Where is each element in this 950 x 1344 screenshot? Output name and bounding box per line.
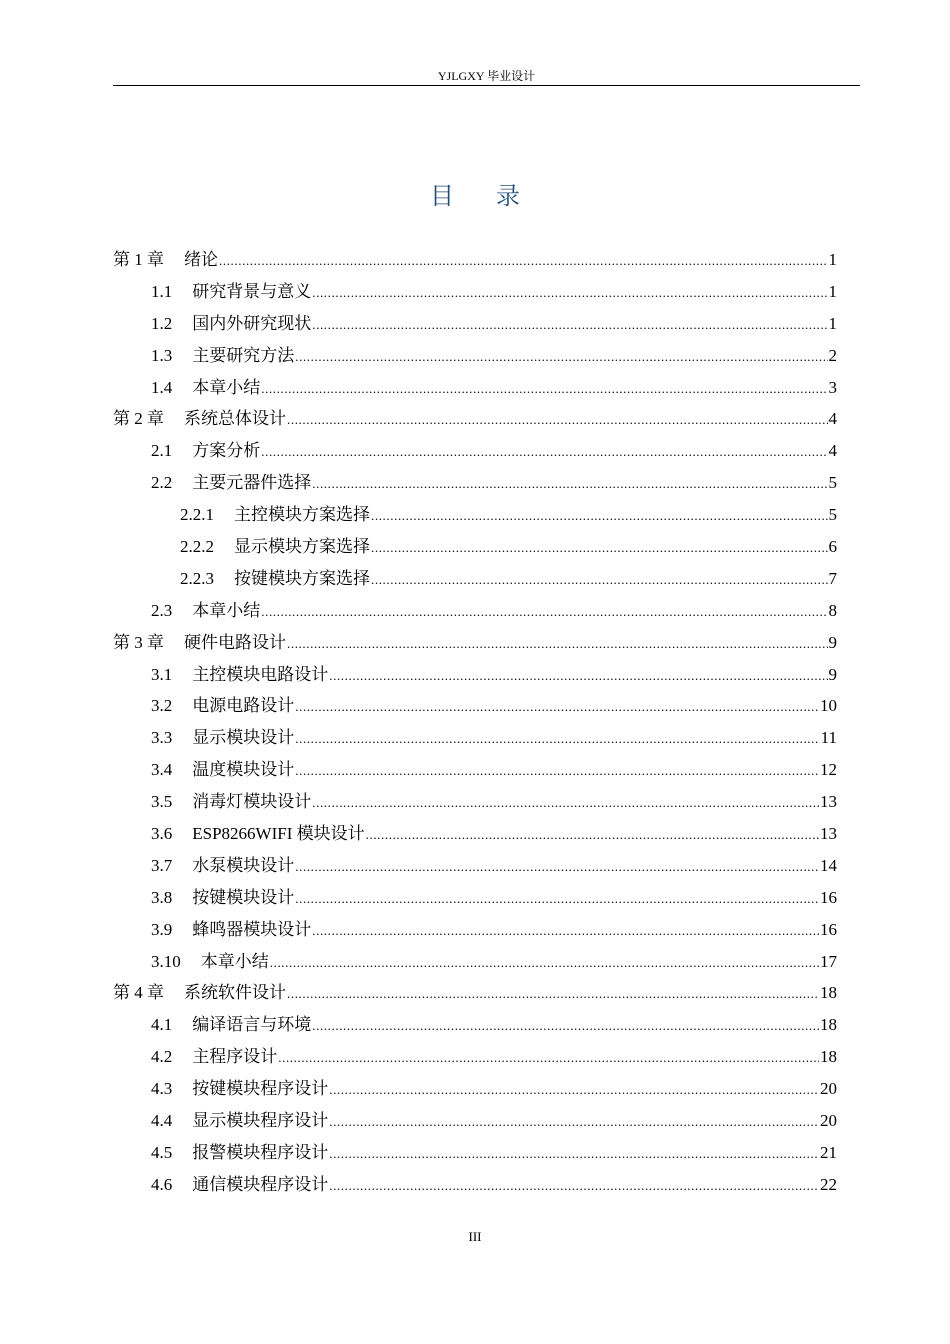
toc-entry-number: 3.3 <box>151 728 173 748</box>
toc-entry[interactable] <box>113 531 837 563</box>
toc-entry-page: 1 <box>828 313 837 333</box>
toc-entry[interactable] <box>113 1169 837 1201</box>
toc-entry-number: 3.2 <box>151 696 173 716</box>
toc-entry[interactable] <box>113 595 837 627</box>
page-header <box>113 68 860 86</box>
toc-entry[interactable] <box>113 1073 837 1105</box>
toc-entry-title: 报警模块程序设计 <box>192 1142 329 1162</box>
toc-entry-page: 16 <box>820 919 837 939</box>
toc-dot-leader <box>295 755 819 787</box>
toc-entry-title: 绪论 <box>184 250 218 269</box>
toc-entry[interactable] <box>113 467 837 499</box>
toc-entry-title: 蜂鸣器模块设计 <box>192 919 312 939</box>
toc-entry-page: 4 <box>828 409 837 429</box>
toc-entry-number: 第 2 章 <box>113 409 164 429</box>
toc-entry-number: 1.3 <box>151 345 173 365</box>
toc-entry-page: 10 <box>820 696 837 716</box>
toc-entry[interactable] <box>113 659 837 691</box>
toc-entry[interactable] <box>113 372 837 404</box>
toc-entry-title: 显示模块设计 <box>192 728 295 748</box>
toc-entry[interactable] <box>113 308 837 340</box>
toc-dot-leader <box>261 373 827 405</box>
toc-entry-page: 11 <box>820 728 837 748</box>
toc-entry[interactable] <box>113 946 837 978</box>
toc-entry-page: 20 <box>820 1111 837 1131</box>
toc-entry-number: 2.2 <box>151 473 173 493</box>
toc-entry[interactable] <box>113 754 837 786</box>
toc-entry-number: 第 4 章 <box>113 983 164 1003</box>
toc-entry-page: 3 <box>828 377 837 397</box>
toc-entry-title: 研究背景与意义 <box>192 281 312 301</box>
toc-entry[interactable] <box>113 882 837 914</box>
toc-dot-leader <box>312 915 819 947</box>
toc-dot-leader <box>295 883 819 915</box>
toc-entry-title: 水泵模块设计 <box>192 855 295 875</box>
toc-entry[interactable] <box>113 786 837 818</box>
toc-entry-page: 5 <box>828 473 837 493</box>
toc-entry-number: 2.2.2 <box>180 537 214 557</box>
toc-entry-page: 17 <box>820 951 837 971</box>
toc-entry[interactable] <box>113 499 837 531</box>
toc-entry-number: 3.7 <box>151 855 173 875</box>
toc-dot-leader <box>329 1170 819 1202</box>
toc-entry-title: 本章小结 <box>192 600 261 620</box>
toc-entry-title: 主控模块电路设计 <box>192 664 329 684</box>
toc-entry-number: 1.4 <box>151 377 173 397</box>
toc-dot-leader <box>261 436 827 468</box>
toc-entry[interactable] <box>113 403 837 435</box>
toc-entry[interactable] <box>113 690 837 722</box>
toc-entry-title: 按键模块程序设计 <box>192 1079 329 1099</box>
toc-dot-leader <box>312 468 827 500</box>
toc-entry-number: 第 1 章 <box>113 250 164 269</box>
toc-dot-leader <box>366 819 819 851</box>
toc-entry-number: 3.1 <box>151 664 173 684</box>
toc-dot-leader <box>287 628 828 660</box>
toc-dot-leader <box>329 1106 819 1138</box>
toc-list <box>113 244 837 1201</box>
toc-dot-leader <box>270 947 819 979</box>
toc-entry-page: 5 <box>828 505 837 525</box>
toc-entry-number: 2.2.3 <box>180 568 214 588</box>
toc-entry-title: 按键模块方案选择 <box>234 568 370 588</box>
toc-entry-title: 主控模块方案选择 <box>234 505 370 525</box>
page-number: III <box>468 1229 482 1244</box>
toc-entry-page: 4 <box>828 441 837 461</box>
toc-dot-leader <box>371 564 828 596</box>
toc-dot-leader <box>329 660 827 692</box>
toc-entry-title: ESP8266WIFI 模块设计 <box>192 824 365 844</box>
toc-entry-number: 4.2 <box>151 1047 173 1067</box>
toc-dot-leader <box>278 1042 819 1074</box>
toc-dot-leader <box>371 532 828 564</box>
toc-entry-page: 13 <box>820 792 837 812</box>
toc-entry-number: 3.8 <box>151 887 173 907</box>
toc-entry-page: 6 <box>828 537 837 557</box>
toc-entry-number: 第 3 章 <box>113 632 164 652</box>
toc-entry-title: 显示模块程序设计 <box>192 1111 329 1131</box>
toc-entry-number: 4.1 <box>151 1015 173 1035</box>
toc-dot-leader <box>312 277 827 309</box>
toc-entry-page: 18 <box>820 983 837 1003</box>
toc-entry-title: 系统总体设计 <box>184 409 286 429</box>
toc-entry[interactable] <box>113 977 837 1009</box>
toc-dot-leader <box>295 341 827 373</box>
toc-dot-leader <box>287 404 828 436</box>
toc-entry-number: 4.4 <box>151 1111 173 1131</box>
toc-entry-number: 3.10 <box>151 951 181 971</box>
toc-entry-page: 7 <box>828 568 837 588</box>
toc-entry-title: 按键模块设计 <box>192 887 295 907</box>
toc-entry-page: 21 <box>820 1142 837 1162</box>
toc-entry-title: 编译语言与环境 <box>192 1015 312 1035</box>
toc-entry[interactable] <box>113 722 837 754</box>
toc-entry-page: 13 <box>820 824 837 844</box>
toc-dot-leader <box>329 1138 819 1170</box>
toc-entry-number: 3.5 <box>151 792 173 812</box>
toc-entry-page: 18 <box>820 1047 837 1067</box>
toc-entry-title: 温度模块设计 <box>192 760 295 780</box>
toc-entry[interactable] <box>113 627 837 659</box>
toc-entry-page: 9 <box>828 664 837 684</box>
toc-entry-title: 系统软件设计 <box>184 983 286 1003</box>
toc-entry-title: 硬件电路设计 <box>184 632 286 652</box>
toc-dot-leader <box>287 978 819 1010</box>
toc-entry-page: 20 <box>820 1079 837 1099</box>
toc-entry-number: 3.4 <box>151 760 173 780</box>
toc-entry[interactable] <box>113 914 837 946</box>
toc-dot-leader <box>312 1010 819 1042</box>
page-footer <box>0 1229 950 1245</box>
toc-dot-leader <box>295 851 819 883</box>
toc-entry-page: 16 <box>820 887 837 907</box>
toc-dot-leader <box>312 787 819 819</box>
toc-entry[interactable] <box>113 244 837 276</box>
toc-entry-number: 2.2.1 <box>180 505 214 525</box>
toc-entry-title: 本章小结 <box>200 951 269 971</box>
toc-entry[interactable] <box>113 435 837 467</box>
toc-dot-leader <box>295 723 819 755</box>
toc-entry[interactable] <box>113 1137 837 1169</box>
toc-entry-page: 2 <box>828 345 837 365</box>
toc-entry[interactable] <box>113 1009 837 1041</box>
toc-entry-page: 12 <box>820 760 837 780</box>
toc-entry-number: 3.9 <box>151 919 173 939</box>
toc-entry[interactable] <box>113 276 837 308</box>
toc-entry[interactable] <box>113 563 837 595</box>
toc-entry-page: 1 <box>828 250 837 269</box>
toc-entry-title: 电源电路设计 <box>192 696 295 716</box>
toc-entry-number: 4.5 <box>151 1142 173 1162</box>
toc-entry[interactable] <box>113 1041 837 1073</box>
toc-entry[interactable] <box>113 818 837 850</box>
toc-entry-page: 1 <box>828 281 837 301</box>
toc-dot-leader <box>295 691 819 723</box>
toc-entry-number: 1.1 <box>151 281 173 301</box>
toc-dot-leader <box>312 309 827 341</box>
toc-dot-leader <box>371 500 828 532</box>
toc-entry-title: 消毒灯模块设计 <box>192 792 312 812</box>
toc-entry-number: 4.3 <box>151 1079 173 1099</box>
toc-entry-title: 国内外研究现状 <box>192 313 312 333</box>
toc-entry-title: 显示模块方案选择 <box>234 537 370 557</box>
toc-dot-leader <box>329 1074 819 1106</box>
toc-dot-leader <box>261 596 827 628</box>
header-text: YJLGXY 毕业设计 <box>437 69 536 83</box>
toc-entry[interactable] <box>113 1105 837 1137</box>
toc-entry-number: 3.6 <box>151 824 173 844</box>
toc-entry-title: 通信模块程序设计 <box>192 1174 329 1194</box>
toc-entry-page: 22 <box>820 1174 837 1194</box>
toc-entry-title: 方案分析 <box>192 441 261 461</box>
toc-entry-number: 1.2 <box>151 313 173 333</box>
toc-entry-number: 2.3 <box>151 600 173 620</box>
toc-title: 目录 <box>430 182 562 210</box>
toc-entry-title: 主程序设计 <box>192 1047 278 1067</box>
toc-entry[interactable] <box>113 340 837 372</box>
toc-entry-number: 4.6 <box>151 1174 173 1194</box>
toc-entry[interactable] <box>113 850 837 882</box>
toc-entry-page: 9 <box>828 632 837 652</box>
toc-entry-title: 本章小结 <box>192 377 261 397</box>
toc-entry-page: 8 <box>828 600 837 620</box>
toc-entry-page: 18 <box>820 1015 837 1035</box>
toc-entry-page: 14 <box>820 855 837 875</box>
toc-entry-title: 主要研究方法 <box>192 345 295 365</box>
toc-entry-number: 2.1 <box>151 441 173 461</box>
toc-dot-leader <box>219 245 828 277</box>
toc-entry-title: 主要元器件选择 <box>192 473 312 493</box>
